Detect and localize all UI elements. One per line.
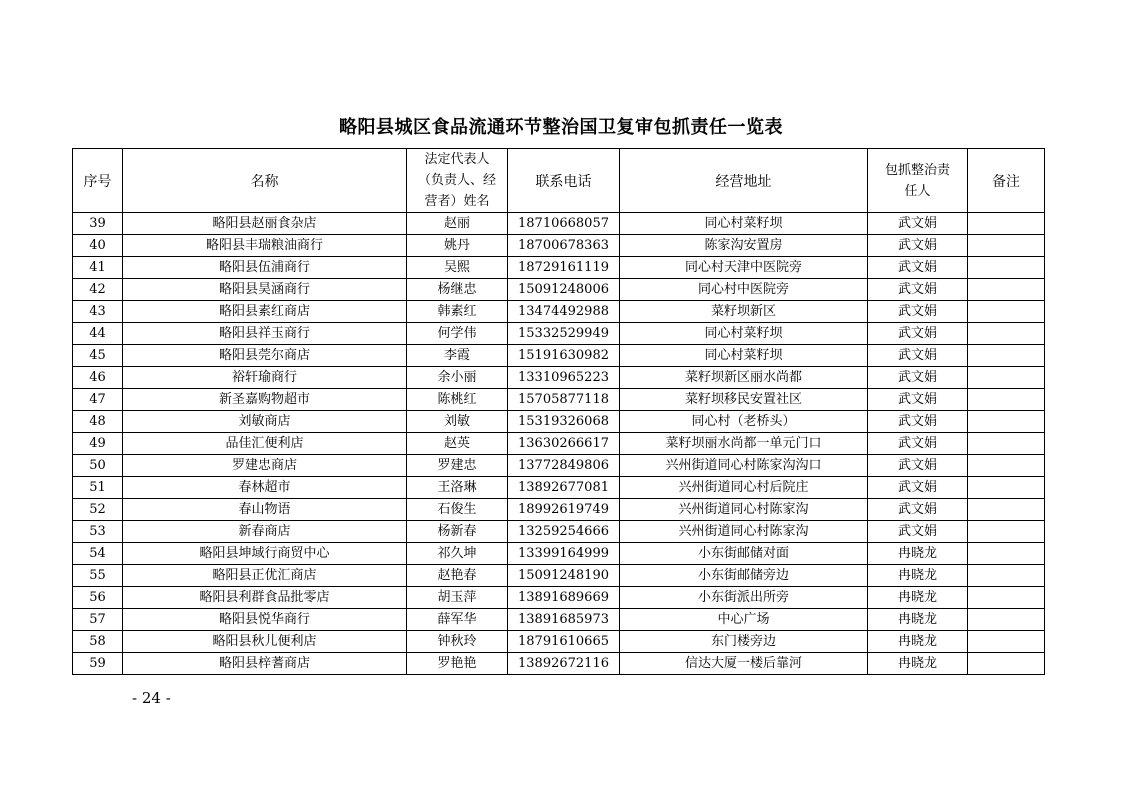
- cell-name: 略阳县素红商店: [123, 301, 407, 323]
- cell-index: 58: [73, 631, 123, 653]
- cell-remarks: [968, 609, 1045, 631]
- cell-name: 略阳县丰瑞粮油商行: [123, 235, 407, 257]
- cell-index: 53: [73, 521, 123, 543]
- table-row: [73, 609, 1045, 631]
- table-row: [73, 411, 1045, 433]
- cell-address: 东门楼旁边: [620, 631, 868, 653]
- cell-index: 45: [73, 345, 123, 367]
- cell-address: 陈家沟安置房: [620, 235, 868, 257]
- header-index: 序号: [73, 149, 123, 213]
- header-responsible: [868, 149, 968, 213]
- cell-name: 略阳县秋儿便利店: [123, 631, 407, 653]
- header-representative-line-2: （负责人、经: [417, 173, 496, 188]
- cell-responsible: 武文娟: [868, 257, 968, 279]
- cell-index: 59: [73, 653, 123, 675]
- cell-responsible: 武文娟: [868, 499, 968, 521]
- table-row: [73, 279, 1045, 301]
- table-row: [73, 521, 1045, 543]
- cell-name: 略阳县利群食品批零店: [123, 587, 407, 609]
- cell-remarks: [968, 279, 1045, 301]
- cell-responsible: 武文娟: [868, 301, 968, 323]
- table-row: [73, 257, 1045, 279]
- cell-remarks: [968, 565, 1045, 587]
- header-remarks: 备注: [968, 149, 1045, 213]
- cell-phone: 15091248006: [508, 279, 620, 301]
- cell-address: 兴州街道同心村陈家沟: [620, 499, 868, 521]
- cell-address: 小东街邮储对面: [620, 543, 868, 565]
- cell-remarks: [968, 521, 1045, 543]
- cell-index: 54: [73, 543, 123, 565]
- cell-representative: 钟秋玲: [407, 631, 508, 653]
- cell-index: 49: [73, 433, 123, 455]
- cell-responsible: 冉晓龙: [868, 653, 968, 675]
- cell-address: 同心村中医院旁: [620, 279, 868, 301]
- cell-index: 55: [73, 565, 123, 587]
- cell-representative: 石俊生: [407, 499, 508, 521]
- table-row: [73, 565, 1045, 587]
- cell-representative: 胡玉萍: [407, 587, 508, 609]
- cell-remarks: [968, 257, 1045, 279]
- cell-responsible: 冉晓龙: [868, 609, 968, 631]
- cell-index: 51: [73, 477, 123, 499]
- cell-index: 42: [73, 279, 123, 301]
- cell-address: 菜籽坝丽水尚都一单元门口: [620, 433, 868, 455]
- cell-representative: 赵丽: [407, 213, 508, 235]
- responsibility-table: [72, 148, 1045, 675]
- table-row: [73, 301, 1045, 323]
- cell-responsible: 武文娟: [868, 235, 968, 257]
- cell-remarks: [968, 411, 1045, 433]
- cell-representative: 陈桃红: [407, 389, 508, 411]
- cell-phone: 15091248190: [508, 565, 620, 587]
- cell-address: 小东街邮储旁边: [620, 565, 868, 587]
- cell-index: 48: [73, 411, 123, 433]
- cell-remarks: [968, 367, 1045, 389]
- cell-representative: 李霞: [407, 345, 508, 367]
- cell-remarks: [968, 433, 1045, 455]
- cell-representative: 刘敏: [407, 411, 508, 433]
- cell-responsible: 武文娟: [868, 411, 968, 433]
- cell-address: 兴州街道同心村后院庄: [620, 477, 868, 499]
- cell-responsible: 武文娟: [868, 455, 968, 477]
- cell-name: 略阳县祥玉商行: [123, 323, 407, 345]
- cell-remarks: [968, 587, 1045, 609]
- cell-remarks: [968, 455, 1045, 477]
- cell-representative: 杨继忠: [407, 279, 508, 301]
- cell-phone: 18729161119: [508, 257, 620, 279]
- table-row: [73, 477, 1045, 499]
- cell-phone: 13259254666: [508, 521, 620, 543]
- table-row: [73, 587, 1045, 609]
- table-header-row: [73, 149, 1045, 213]
- cell-index: 44: [73, 323, 123, 345]
- page-number: - 24 -: [132, 689, 171, 707]
- cell-address: 同心村菜籽坝: [620, 345, 868, 367]
- cell-name: 罗建忠商店: [123, 455, 407, 477]
- cell-name: 略阳县伍浦商行: [123, 257, 407, 279]
- header-name: 名称: [123, 149, 407, 213]
- cell-representative: 王洛琳: [407, 477, 508, 499]
- cell-name: 刘敏商店: [123, 411, 407, 433]
- cell-address: 兴州街道同心村陈家沟沟口: [620, 455, 868, 477]
- cell-name: 略阳县正优汇商店: [123, 565, 407, 587]
- cell-name: 新春商店: [123, 521, 407, 543]
- cell-name: 略阳县悦华商行: [123, 609, 407, 631]
- table-row: [73, 543, 1045, 565]
- cell-remarks: [968, 543, 1045, 565]
- cell-remarks: [968, 499, 1045, 521]
- cell-responsible: 武文娟: [868, 389, 968, 411]
- cell-index: 39: [73, 213, 123, 235]
- cell-remarks: [968, 323, 1045, 345]
- cell-phone: 15191630982: [508, 345, 620, 367]
- cell-representative: 吴熙: [407, 257, 508, 279]
- table-row: [73, 213, 1045, 235]
- cell-phone: 13891685973: [508, 609, 620, 631]
- header-representative-line-3: 营者）姓名: [424, 194, 490, 209]
- cell-name: 略阳县坤域行商贸中心: [123, 543, 407, 565]
- cell-name: 略阳县赵丽食杂店: [123, 213, 407, 235]
- cell-address: 信达大厦一楼后靠河: [620, 653, 868, 675]
- cell-address: 同心村天津中医院旁: [620, 257, 868, 279]
- cell-responsible: 武文娟: [868, 345, 968, 367]
- cell-name: 裕轩瑜商行: [123, 367, 407, 389]
- cell-responsible: 武文娟: [868, 521, 968, 543]
- cell-representative: 罗艳艳: [407, 653, 508, 675]
- table-row: [73, 345, 1045, 367]
- cell-name: 新圣嘉购物超市: [123, 389, 407, 411]
- cell-phone: 15319326068: [508, 411, 620, 433]
- cell-address: 同心村菜籽坝: [620, 323, 868, 345]
- table-row: [73, 367, 1045, 389]
- cell-responsible: 冉晓龙: [868, 631, 968, 653]
- cell-name: 春山物语: [123, 499, 407, 521]
- cell-name: 略阳县昊涵商行: [123, 279, 407, 301]
- cell-phone: 13474492988: [508, 301, 620, 323]
- cell-phone: 13772849806: [508, 455, 620, 477]
- cell-address: 菜籽坝移民安置社区: [620, 389, 868, 411]
- cell-index: 43: [73, 301, 123, 323]
- cell-remarks: [968, 213, 1045, 235]
- cell-responsible: 冉晓龙: [868, 565, 968, 587]
- cell-address: 同心村（老桥头）: [620, 411, 868, 433]
- cell-remarks: [968, 345, 1045, 367]
- cell-responsible: 武文娟: [868, 367, 968, 389]
- cell-phone: 13892677081: [508, 477, 620, 499]
- cell-phone: 18710668057: [508, 213, 620, 235]
- header-address: 经营地址: [620, 149, 868, 213]
- cell-address: 菜籽坝新区: [620, 301, 868, 323]
- cell-phone: 13891689669: [508, 587, 620, 609]
- table-body: [73, 213, 1045, 675]
- cell-representative: 姚丹: [407, 235, 508, 257]
- header-representative-line-1: 法定代表人: [424, 152, 490, 167]
- cell-responsible: 武文娟: [868, 477, 968, 499]
- cell-address: 兴州街道同心村陈家沟: [620, 521, 868, 543]
- cell-representative: 赵英: [407, 433, 508, 455]
- cell-representative: 何学伟: [407, 323, 508, 345]
- cell-phone: 13630266617: [508, 433, 620, 455]
- header-phone: 联系电话: [508, 149, 620, 213]
- table-row: [73, 235, 1045, 257]
- table-row: [73, 323, 1045, 345]
- cell-phone: 13892672116: [508, 653, 620, 675]
- cell-phone: 13310965223: [508, 367, 620, 389]
- header-responsible-line-2: 任人: [904, 183, 931, 199]
- cell-responsible: 冉晓龙: [868, 587, 968, 609]
- document-title: 略阳县城区食品流通环节整治国卫复审包抓责任一览表: [339, 117, 783, 138]
- cell-index: 40: [73, 235, 123, 257]
- table-row: [73, 389, 1045, 411]
- cell-responsible: 武文娟: [868, 323, 968, 345]
- cell-phone: 15332529949: [508, 323, 620, 345]
- cell-remarks: [968, 235, 1045, 257]
- cell-name: 春林超市: [123, 477, 407, 499]
- cell-representative: 祁久坤: [407, 543, 508, 565]
- header-responsible-line-1: 包抓整治责: [884, 162, 950, 178]
- cell-representative: 罗建忠: [407, 455, 508, 477]
- cell-address: 中心广场: [620, 609, 868, 631]
- cell-representative: 韩素红: [407, 301, 508, 323]
- cell-phone: 18700678363: [508, 235, 620, 257]
- cell-name: 品佳汇便利店: [123, 433, 407, 455]
- cell-responsible: 武文娟: [868, 279, 968, 301]
- cell-name: 略阳县莞尔商店: [123, 345, 407, 367]
- cell-remarks: [968, 631, 1045, 653]
- cell-index: 46: [73, 367, 123, 389]
- cell-remarks: [968, 653, 1045, 675]
- cell-remarks: [968, 477, 1045, 499]
- cell-representative: 薛军华: [407, 609, 508, 631]
- cell-phone: 18992619749: [508, 499, 620, 521]
- cell-index: 47: [73, 389, 123, 411]
- cell-name: 略阳县梓蓍商店: [123, 653, 407, 675]
- cell-representative: 赵艳春: [407, 565, 508, 587]
- cell-responsible: 冉晓龙: [868, 543, 968, 565]
- cell-phone: 15705877118: [508, 389, 620, 411]
- cell-address: 菜籽坝新区丽水尚都: [620, 367, 868, 389]
- cell-index: 57: [73, 609, 123, 631]
- table-row: [73, 653, 1045, 675]
- cell-address: 小东街派出所旁: [620, 587, 868, 609]
- cell-remarks: [968, 389, 1045, 411]
- cell-responsible: 武文娟: [868, 433, 968, 455]
- table-row: [73, 499, 1045, 521]
- cell-index: 41: [73, 257, 123, 279]
- table-row: [73, 455, 1045, 477]
- cell-remarks: [968, 301, 1045, 323]
- cell-index: 56: [73, 587, 123, 609]
- table-row: [73, 631, 1045, 653]
- cell-representative: 余小丽: [407, 367, 508, 389]
- cell-index: 50: [73, 455, 123, 477]
- cell-index: 52: [73, 499, 123, 521]
- cell-phone: 13399164999: [508, 543, 620, 565]
- cell-responsible: 武文娟: [868, 213, 968, 235]
- cell-representative: 杨新春: [407, 521, 508, 543]
- cell-phone: 18791610665: [508, 631, 620, 653]
- table-row: [73, 433, 1045, 455]
- cell-address: 同心村菜籽坝: [620, 213, 868, 235]
- header-representative: [407, 149, 508, 213]
